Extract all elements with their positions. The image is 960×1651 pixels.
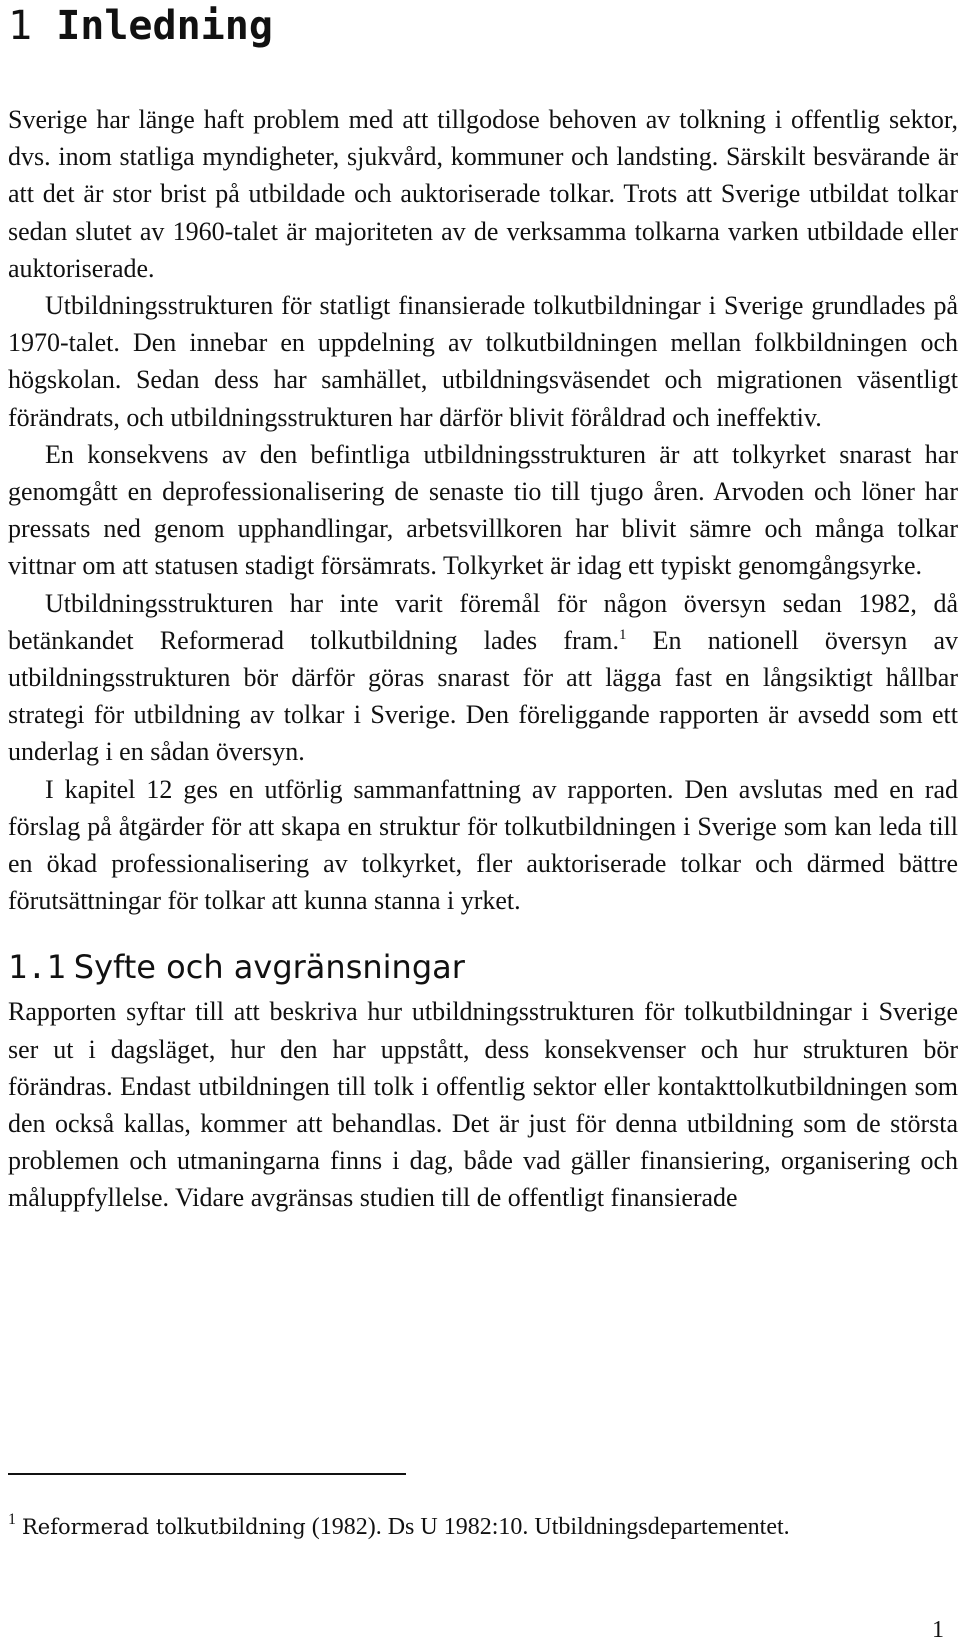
- chapter-number: 1: [8, 3, 33, 49]
- chapter-title: Inledning: [56, 3, 273, 49]
- footnote-marker: 1: [8, 1511, 16, 1528]
- paragraph-5: I kapitel 12 ges en utförlig sammanfattning av rapporten. Den avslutas med en rad förslag på åtgärder för att skapa en struktur för tolkutbildningen i Sverige som kan leda till en ökad professionalisering av tolkyrket, fler auktoriserade tolkar och därmed bättre förutsättningar för tolkar att kunna stanna i yrket.: [8, 774, 958, 916]
- footnote-divider: [8, 1473, 406, 1475]
- paragraph-4-part-1: Utbildningsstrukturen har inte varit föremål för någon översyn sedan 1982, då betänkandet Reformerad tolkutbildning lades fram.: [8, 588, 958, 655]
- paragraph-1: Sverige har länge haft problem med att tillgodose behoven av tolkning i offentlig sektor, dvs. inom statliga myndigheter, sjukvård, kommuner och landsting. Särskilt besvärande är att det är stor brist på utbildade och auktoriserade tolkar. Trots att Sverige utbildat tolkar sedan slutet av 1960-talet är majoriteten av de verksamma tolkarna varken utbildade eller auktoriserade.: [8, 105, 958, 283]
- section-paragraph-1: Rapporten syftar till att beskriva hur utbildningsstrukturen för tolkutbildningar i Sverige ser ut i dagsläget, hur den har uppstått, dess konsekvenser och hur strukturen bör förändras. Endast utbildningen till tolk i offentlig sektor eller kontakttolkutbildningen som den också kallas, kommer att behandlas. Det är just för denna utbildning som de största problemen och utmaningarna finns i dag, både vad gäller finansiering, organisering och måluppfyllelse. Vidare avgränsas studien till de offentligt finansierade: [8, 997, 958, 1213]
- footnote-title: Reformerad tolkutbildning: [22, 1515, 306, 1539]
- document-page: [8, 0, 958, 1217]
- section-title: Syfte och avgränsningar: [73, 948, 465, 987]
- paragraph-2: Utbildningsstrukturen för statligt finansierade tolkutbildningar i Sverige grundlades på 1970-talet. Den innebar en uppdelning av tolkutbildningen mellan folkbildningen och högskolan. Sedan dess har samhället, utbildningsväsendet och migrationen väsentligt förändrats, och utbildningsstrukturen har därför blivit föråldrad och ineffektiv.: [8, 291, 958, 432]
- section-body: [8, 993, 958, 1216]
- paragraph-3: En konsekvens av den befintliga utbildningsstrukturen är att tolkyrket snarast har genomgått en deprofessionalisering de senaste tio till tjugo åren. Arvoden och löner har pressats ned genom upphandlingar, arbetsvillkoren har blivit sämre och många tolkar vittnar om att statusen stadigt försämrats. Tolkyrket är idag ett typiskt genomgångsyrke.: [8, 439, 958, 581]
- footnote-reference[interactable]: 1: [618, 626, 627, 643]
- section-number: 1.1: [8, 948, 66, 987]
- page-number: 1: [932, 1617, 944, 1643]
- footnote-text: (1982). Ds U 1982:10. Utbildningsdepartementet.: [305, 1514, 790, 1540]
- chapter-body: [8, 101, 958, 919]
- section-heading: [8, 943, 958, 991]
- paragraph-4-part-2: En nationell översyn av utbildningsstrukturen bör därför göras snarast för att lägga fast en långsiktigt hållbar strategi för utbildning av tolkar i Sverige. Den föreliggande rapporten är avsedd som ett underlag i en sådan översyn.: [8, 625, 958, 767]
- paragraph-4: [8, 585, 958, 771]
- chapter-heading: [8, 0, 958, 50]
- footnote: [8, 1512, 790, 1542]
